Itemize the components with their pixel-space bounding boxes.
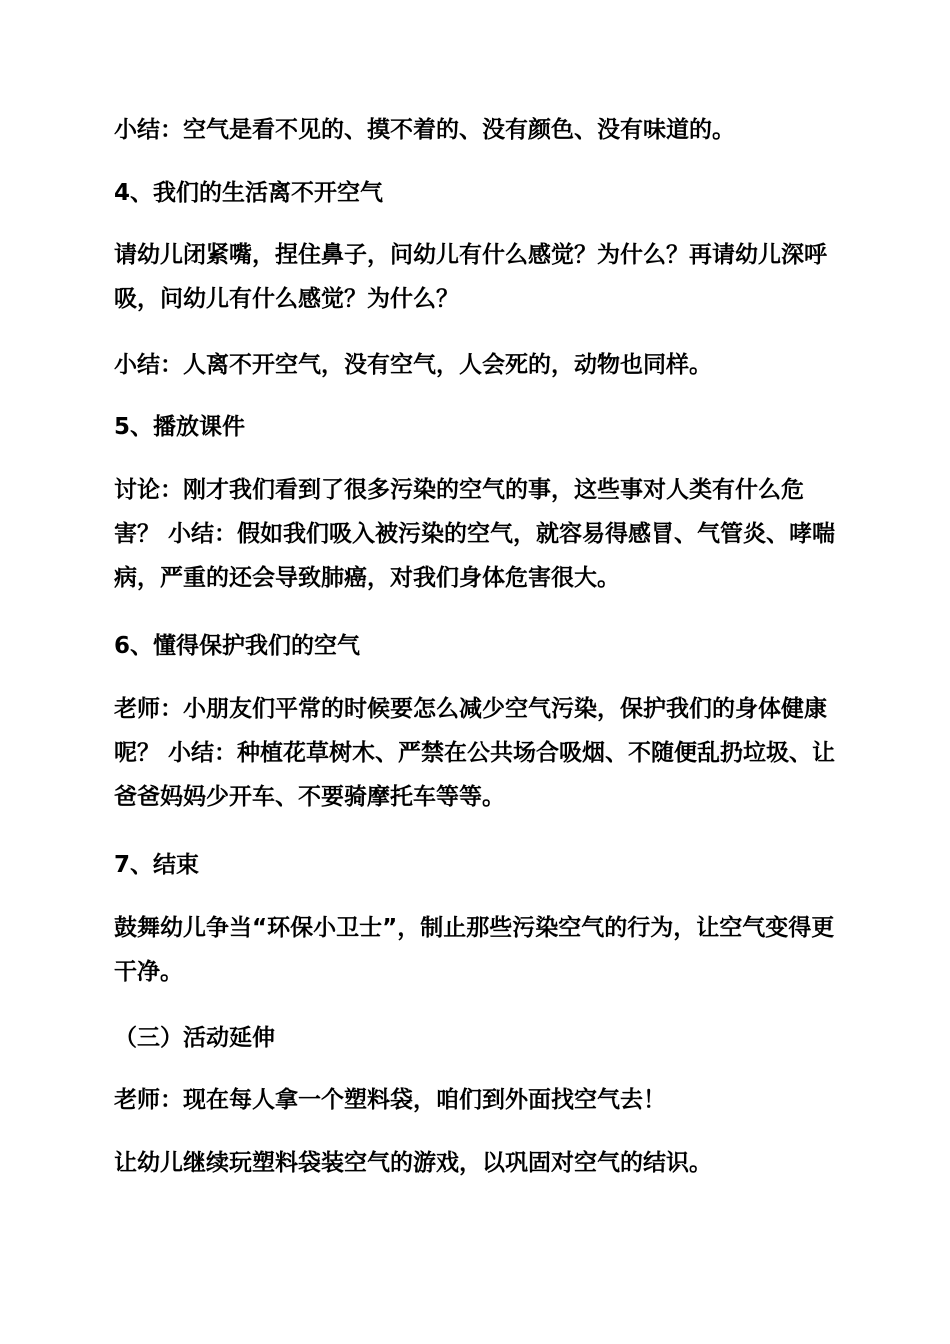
section-heading-extension: （三）活动延伸 [114, 1025, 275, 1051]
section-heading-7: 7、结束 [114, 852, 200, 878]
discussion-paragraph: 讨论：刚才我们看到了很多污染的空气的事，这些事对人类有什么危害？ 小结：假如我们吸入被污染的空气，就容易得感冒、气管炎、哮喘病，严重的还会导致肺癌，对我们身体危害很大。 [114, 477, 836, 591]
summary-paragraph-2: 小结：人离不开空气，没有空气，人会死的，动物也同样。 [114, 352, 712, 378]
summary-paragraph-1: 小结：空气是看不见的、摸不着的、没有颜色、没有味道的。 [114, 117, 735, 143]
activity-paragraph-breathing: 请幼儿闭紧嘴，捏住鼻子，问幼儿有什么感觉？为什么？再请幼儿深呼吸，问幼儿有什么感觉？为什么？ [114, 242, 827, 312]
teacher-paragraph-2: 老师：现在每人拿一个塑料袋，咱们到外面找空气去！ [114, 1087, 666, 1113]
game-paragraph: 让幼儿继续玩塑料袋装空气的游戏，以巩固对空气的结识。 [114, 1150, 712, 1176]
section-heading-6: 6、懂得保护我们的空气 [114, 633, 361, 659]
section-heading-5: 5、播放课件 [114, 414, 246, 440]
section-heading-4: 4、我们的生活离不开空气 [114, 180, 384, 206]
teacher-paragraph-1: 老师：小朋友们平常的时候要怎么减少空气污染，保护我们的身体健康呢？ 小结：种植花草树木、严禁在公共场合吸烟、不随便乱扔垃圾、让爸爸妈妈少开车、不要骑摩托车等等。 [114, 696, 836, 810]
encourage-paragraph: 鼓舞幼儿争当“环保小卫士”，制止那些污染空气的行为，让空气变得更干净。 [114, 915, 835, 985]
